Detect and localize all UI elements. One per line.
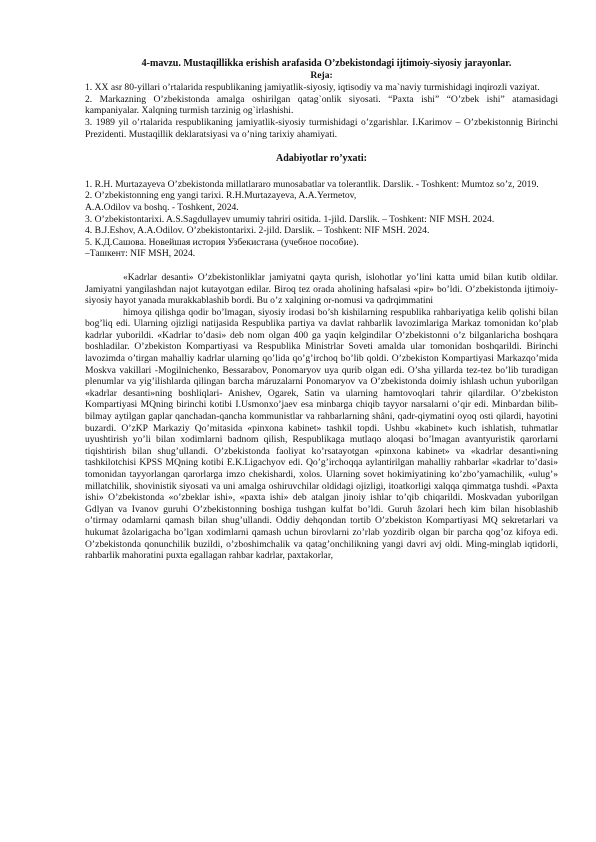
plan-item: 1. XX asr 80-yillari o’rtalarida respublikaning jamiyatlik-siyosiy, iqtisodiy va ma`naviy turmishidagi inqirozli vaziyat. [85, 82, 540, 94]
reference-item: 4. B.J.Eshov, A.A.Odilov. O’zbekistontarixi. 2-jild. Darslik. – Toshkent: NIF MSH. 2024. [85, 225, 430, 237]
reference-item: 2. O’zbekistonning eng yangi tarixi. R.H.Murtazayeva, A.A.Yermetov, [85, 190, 357, 202]
spacer [85, 260, 558, 272]
references-list [85, 179, 558, 260]
body-paragraph-2: himoya qilishga qodir bo’lmagan, siyosiy irodasi bo’sh kishilarning respublika rahbariyatiga kelib qolishi bilan bog’liq edi. Ularning ojizligi natijasida Respublika partiya va davlat rahbarlik lavozimlariga Markaz tomonidan ko’plab kadrlar yuborildi. «Kadrlar to’dasi» deb nom olgan 400 ga yaqin kelgindilar O’zbekistonni o’z bilganlaricha boshqara boshladilar. O’zbekiston Kompartiyasi va Respublika Ministrlar Soveti amalda ular tomonidan boshqarildi. Birinchi lavozimda o’tirgan mahalliy kadrlar ularning qo’lida qo’g’irchoq bo’lib qoldi. O’zbekiston Kompartiyasi Markazqo’mida Moskva vakillari -Mogilnichenko, Bessarabov, Ponomaryov uya qurib olgan edi. O’sha yillarda tez-tez bo’lib turadigan plenumlar va yig’ilishlarda qilingan barcha máruzalarni Ponomaryov va O’zbekistonda doimiy ishlash uchun yuborilgan «kadrlar desanti»ning boshliqlari- Anishev, Ogarek, Satin va ularning hamtovoqlari tahrir qilardilar. O’zbekiston Kompartiyasi MQning birinchi kotibi I.Usmonxo’jaev esa minbarga chiqib tayyor narsalarni o’qir edi. Minbardan bilib-bilmay aytilgan gaplar qanchadan-qancha kommunistlar va rahbarlarning shâni, qadr-qiymatini oyoq osti qilardi, hayotini buzardi. O’zKP Markaziy Qo’mitasida «pinxona kabinet» tashkil topdi. Ushbu «kabinet» kuch ishlatish, tuhmatlar uyushtirish yo’li bilan xodimlarni badnom qilish, Respublikaga mutlaqo aloqasi bo’lmagan avantyuristik qarorlarni tiqishtirish bilan shug’ullandi. O’zbekistonda faoliyat ko’rsatayotgan «pinxona kabinet» va «kadrlar desanti»ning tashkilotchisi KPSS MQning kotibi E.K.Ligachyov edi. Qo’g’irchoqqa aylantirilgan mahalliy rahbarlar «kadrlar to’dasi» tomonidan tayyorlangan qarorlarga imzo chekishardi, xolos. Ularning sovet hokimiyatining ko’zbo’yamachilik, «ulug’» millatchilik, shovinistik siyosati va uni amalga oshiruvchilar oldidagi ojizligi, itoatkorligi xalqqa qimmatga tushdi. «Paxta ishi» O’zbekistonda «o’zbeklar ishi», «paxta ishi» deb atalgan jinoiy ishlar to’qib chiqarildi. Moskvadan yuborilgan Gdlyan va Ivanov guruhi O’zbekistonning boshiga tushgan kulfat bo’ldi. Guruh âzolari hech kim bilan hisoblashib o’tirmay odamlarni qamash bilan shug’ullandi. Oddiy dehqondan tortib O’zbekiston Kompartiyasi MQ sekretarlari va hukumat âzolarigacha bo’lgan xodimlarni qamash uchun birovlarni zo’rlab yozdirib olgan bir parcha qog’oz kifoya edi. O’zbekistonda qonunchilik buzildi, o’zboshimchalik va qatag’onchilikning yangi davri avj oldi. Ming-minglab iqtidorli, rahbarlik mahoratini puxta egallagan rahbar kadrlar, paxtakorlar, [85, 306, 558, 562]
reference-item: 5. К.Д.Сашова. Новейшая история Узбекистана (учебное пособие). [85, 236, 359, 248]
reference-item: A.A.Odilov va boshq. - Toshkent, 2024. [85, 201, 239, 213]
plan-item: 2. Markazning O’zbekistonda amalga oshirilgan qatag`onlik siyosati. “Paxta ishi” “O’zbek ishi” atamasidagi kampaniyalar. Xalqning turmish tarzinig og`irlashishi. [85, 93, 558, 117]
plan-label: Reja: [310, 69, 333, 81]
plan-item: 3. 1989 yil o’rtalarida respublikaning jamiyatlik-siyosiy turmishidagi o’zgarishlar. I.Karimov – O’zbekistonnig Birinchi Prezidenti. Mustaqillik deklaratsiyasi va o’ning tarixiy ahamiyati. [85, 116, 558, 140]
body-paragraph-1: «Kadrlar desanti» O’zbekistonliklar jamiyatni qayta qurish, islohotlar yo’lini katta umid bilan kutib oldilar. Jamiyatni yangilashdan najot kutayotgan edilar. Biroq tez orada aholining hafsalasi «pir» bo’ldi. O’zbekistonda ijtimoiy-siyosiy hayot yanada murakkablashib bordi. Bu o’z xalqining or-nomusi va qadrqimmatini [85, 271, 558, 307]
topic-title: 4-mavzu. Mustaqillikka erishish arafasida O’zbekistondagi ijtimoiy-siyosiy jarayonlar. [141, 58, 512, 69]
references-title: Adabiyotlar ro’yxati: [275, 153, 367, 165]
plan-list [85, 82, 558, 140]
reference-item: 3. O’zbekistontarixi. A.S.Sagdullayev umumiy tahriri ositida. 1-jild. Darslik. – Toshkent: NIF MSH. 2024. [85, 213, 495, 225]
reference-item: 1. R.H. Murtazayeva O’zbekistonda millatlararo munosabatlar va tolerantlik. Darslik. - Toshkent: Mumtoz so’z, 2019. [85, 178, 539, 190]
reference-item: –Ташкент: NIF MSH, 2024. [85, 248, 196, 260]
